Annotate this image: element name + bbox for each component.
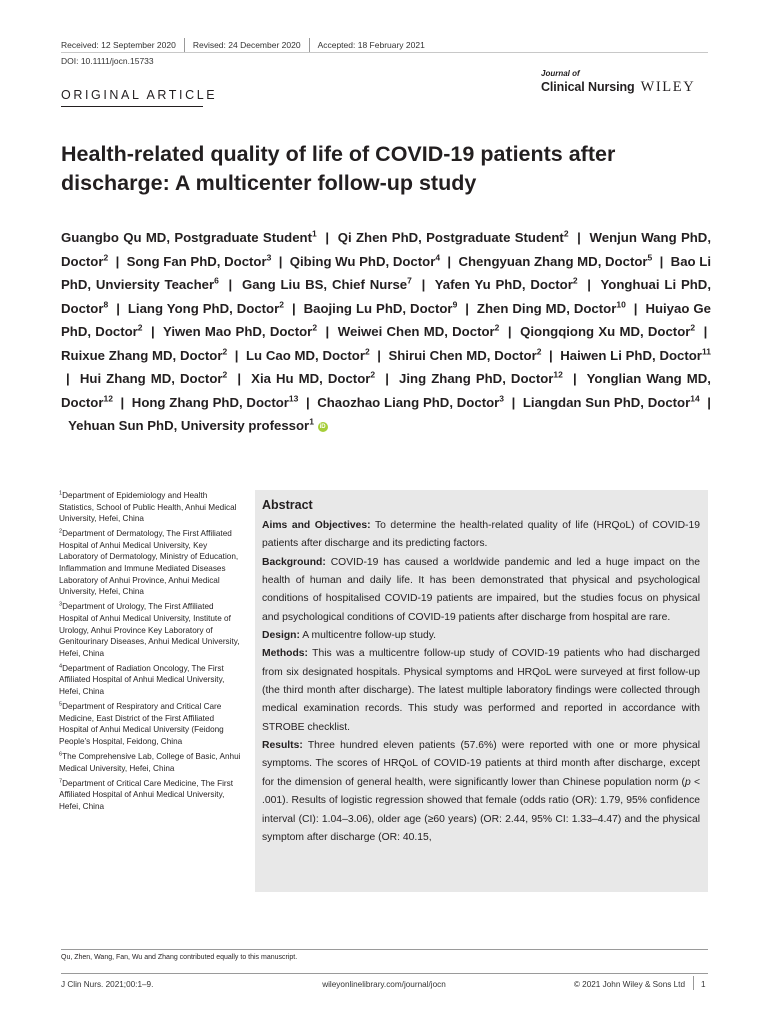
author-affiliation-marker: 9 <box>452 299 458 310</box>
affiliation-text: Department of Respiratory and Critical Care Medicine, East District of the First Affiliated Hospital of Anhui Medical University (Feidong People’s Hospital, Feidong, China <box>59 702 224 746</box>
author-affiliation-marker: 13 <box>288 393 299 404</box>
journal-citation: J Clin Nurs. 2021;00:1–9. <box>61 980 154 989</box>
author-affiliation-marker: 3 <box>499 393 505 404</box>
divider <box>184 38 185 52</box>
author-name: Gang Liu BS, Chief Nurse <box>241 277 408 292</box>
design-text: A multicentre follow-up study. <box>302 630 437 642</box>
methods-text: This was a multicentre follow-up study of COVID-19 patients who had discharged from six designated hospitals. Physical symptoms and HRQoL were surveyed at first follow-up (the third month after discharge). The latest multiple laboratory findings were collected through medical examination records. This study was performed and reported in accordance with STROBE checklist. <box>262 648 701 733</box>
affiliation-number: 3 <box>59 601 63 608</box>
author-name: Xia Hu MD, Doctor <box>251 371 371 386</box>
author-affiliation-marker: 7 <box>407 275 412 286</box>
author-affiliation-marker: 10 <box>616 299 626 310</box>
header-rule <box>61 52 708 53</box>
affiliation-text: Department of Dermatology, The First Affiliated Hospital of Anhui Medical University, Key Laboratory of Dermatology, Ministry of Education, Inflammation and Immune Mediated Diseases Laboratory of Anhui Province, Anhui Medical University, Hefei, China <box>59 529 239 597</box>
copyright: © 2021 John Wiley & Sons Ltd <box>573 980 685 989</box>
author-affiliation-marker: 12 <box>553 369 563 380</box>
author-affiliation-marker: 1 <box>312 228 317 239</box>
author-name: Huiyao Ge PhD, Doctor <box>61 300 711 339</box>
journal-logo-prefix: Journal of <box>541 69 580 78</box>
abstract-background <box>262 554 700 627</box>
results-text-2: < .001). Results of logistic regression showed that female (odds ratio (OR): 1.79, 95% confidence interval (CI): 1.04–3.06), older age (≥60 years) (OR: 2.44, 95% CI: 1.33–4.47) and the physical symptom after discharge (OR: 40.15, <box>262 776 700 843</box>
author-affiliation-marker: 6 <box>214 275 219 286</box>
affiliation-item <box>59 528 241 598</box>
author-name: Wenjun Wang PhD, Doctor <box>61 230 711 269</box>
accepted-date: Accepted: 18 February 2021 <box>317 40 425 50</box>
author-list: Guangbo Qu MD, Postgraduate Student$^1$ | Qi Zhen PhD, Postgraduate Student$^2$ | Wenjun Wang PhD, Doctor$^2$ | Song Fan PhD, Doctor$^3$ | Qibing Wu PhD, Doctor$^4$ | Chengyuan Zhang MD, Doctor$^5$ | Bao Li PhD, Unviersity Teacher$^6$ | Gang Liu BS, Chief Nurse$^7$ | Yafen Yu PhD, Doctor$^2$ | Yonghuai Li PhD, Doctor$^8$ | Liang Yong PhD, Doctor$^2$ | Baojing Lu PhD, Doctor$^9$ | Zhen Ding MD, Doctor$^{10}$ | Huiyao Ge PhD, Doctor$^2$ | Yiwen Mao PhD, Doctor$^2$ | Weiwei Chen MD, Doctor$^2$ | Qiongqiong Xu MD, Doctor$^2$ | Ruixue Zhang MD, Doctor$^2$ | Lu Cao MD, Doctor$^2$ | Shirui Chen MD, Doctor$^2$ | Haiwen Li PhD, Doctor$^{11}$ | Hui Zhang MD, Doctor$^2$ | Xia Hu MD, Doctor$^2$ | Jing Zhang PhD, Doctor$^{12}$ | Yonglian Wang MD, Doctor$^{12}$ | Hong Zhang PhD, Doctor$^{13}$ | Chaozhao Liang PhD, Doctor$^3$ | Liangdan Sun PhD, Doctor$^{14}$ | Yehuan Sun PhD, University professor$^1$ iD <box>61 228 711 433</box>
affiliation-number: 1 <box>59 490 63 497</box>
author-affiliation-marker: 2 <box>279 299 284 310</box>
affiliation-item <box>59 490 241 525</box>
footnote-rule <box>61 949 708 950</box>
author-name: Ruixue Zhang MD, Doctor <box>61 347 223 363</box>
author-affiliation-marker: 2 <box>137 322 143 333</box>
journal-logo-name: Clinical Nursing <box>541 80 635 94</box>
author-affiliation-marker: 2 <box>312 322 318 333</box>
page-number: 1 <box>701 980 706 989</box>
journal-logo <box>541 69 695 96</box>
section-label: ORIGINAL ARTICLE <box>61 88 218 102</box>
author-affiliation-marker: 2 <box>364 346 370 357</box>
affiliation-item <box>59 663 241 698</box>
footer-rule <box>61 973 708 974</box>
author-name: Liang Yong PhD, Doctor <box>127 300 280 316</box>
author-name: Baojing Lu PhD, Doctor <box>303 300 453 316</box>
abstract-heading: Abstract <box>262 498 313 512</box>
background-text: COVID-19 has caused a worldwide pandemic and led a huge impact on the health of human and daily life. It has been demonstrated that physical and psychological conditions of hospitalised COVID-19 patients are impaired, but the studies focus on physical and psychological conditions of COVID-19 patients after discharge from hospital are rare. <box>262 556 701 623</box>
author-affiliation-marker: 2 <box>690 322 696 333</box>
author-affiliation-marker: 2 <box>536 346 542 357</box>
author-name: Qibing Wu PhD, Doctor <box>289 253 436 269</box>
author-name: Zhen Ding MD, Doctor <box>476 300 617 316</box>
abstract-results <box>262 737 700 847</box>
affiliation-item <box>59 778 241 813</box>
orcid-icon[interactable]: iD <box>319 423 326 430</box>
affiliation-item <box>59 701 241 747</box>
affiliation-item <box>59 601 241 659</box>
author-affiliation-marker: 2 <box>103 252 109 263</box>
author-affiliation-marker: 2 <box>572 275 578 286</box>
author-affiliation-marker: 2 <box>222 346 228 357</box>
background-label: Background: <box>262 556 326 568</box>
affiliation-number: 5 <box>59 701 63 708</box>
author-name: Yonghuai Li PhD, Doctor <box>61 277 711 316</box>
author-name: Shirui Chen MD, Doctor <box>388 347 537 363</box>
publication-dates <box>61 38 425 52</box>
author-affiliation-marker: 8 <box>103 299 109 310</box>
affiliation-text: Department of Urology, The First Affiliated Hospital of Anhui Medical University, Institute of Urology, Anhui Province Key Laboratory of Genitourinary Diseases, Anhui Medical University, Hefei, China <box>59 602 240 658</box>
author-affiliation-marker: 3 <box>266 252 272 263</box>
author-affiliation-marker: 12 <box>103 393 113 404</box>
author-name: Yonglian Wang MD, Doctor <box>61 371 711 410</box>
author-affiliation-marker: 1 <box>309 416 314 427</box>
divider <box>693 976 694 990</box>
author-name: Song Fan PhD, Doctor <box>126 253 267 269</box>
author-name: Jing Zhang PhD, Doctor <box>399 371 554 386</box>
revised-date: Revised: 24 December 2020 <box>192 40 301 50</box>
publisher-logo: WILEY <box>640 79 696 95</box>
doi[interactable]: DOI: 10.1111/jocn.15733 <box>61 56 154 66</box>
divider <box>309 38 310 52</box>
author-affiliation-marker: 4 <box>435 252 441 263</box>
affiliation-text: Department of Critical Care Medicine, The First Affiliated Hospital of Anhui Medical University, Hefei, China <box>59 778 233 811</box>
affiliation-number: 7 <box>59 777 63 784</box>
author-name: Weiwei Chen MD, Doctor <box>337 324 495 339</box>
author-name: Guangbo Qu MD, Postgraduate Student <box>61 230 312 245</box>
abstract-box <box>255 490 708 892</box>
author-name: Yehuan Sun PhD, University professor <box>68 418 310 433</box>
journal-url[interactable]: wileyonlinelibrary.com/journal/jocn <box>322 980 446 989</box>
design-label: Design: <box>262 630 300 642</box>
affiliation-text: Department of Radiation Oncology, The First Affiliated Hospital of Anhui Medical University, Hefei, China <box>59 663 225 696</box>
author-name: Qiongqiong Xu MD, Doctor <box>520 324 691 339</box>
author-affiliation-marker: 2 <box>370 369 376 380</box>
results-p-symbol: p <box>684 776 691 788</box>
abstract-design <box>262 627 700 645</box>
author-name: Bao Li PhD, Unviersity Teacher <box>61 253 711 292</box>
author-name: Yafen Yu PhD, Doctor <box>434 277 573 292</box>
affiliations <box>59 490 241 816</box>
results-label: Results: <box>262 740 303 752</box>
abstract-methods <box>262 645 700 737</box>
section-underline <box>61 106 203 107</box>
author-name: Liangdan Sun PhD, Doctor <box>522 394 691 410</box>
author-name: Hui Zhang MD, Doctor <box>79 371 223 386</box>
affiliation-number: 6 <box>59 751 63 758</box>
author-affiliation-marker: 2 <box>222 369 228 380</box>
author-name: Qi Zhen PhD, Postgraduate Student <box>337 230 564 245</box>
author-name: Lu Cao MD, Doctor <box>245 347 365 363</box>
aims-text: To determine the health-related quality of life (HRQoL) of COVID-19 patients after discharge and its predicting factors. <box>262 520 700 550</box>
author-name: Haiwen Li PhD, Doctor <box>560 347 702 363</box>
abstract-aims <box>262 517 700 554</box>
author-name: Hong Zhang PhD, Doctor <box>131 394 289 410</box>
author-affiliation-marker: 11 <box>701 346 711 357</box>
author-name: Yiwen Mao PhD, Doctor <box>163 324 313 339</box>
affiliation-number: 2 <box>59 528 63 535</box>
received-date: Received: 12 September 2020 <box>61 40 176 50</box>
affiliation-number: 4 <box>59 663 63 670</box>
author-affiliation-marker: 2 <box>563 228 569 239</box>
results-text-1: Three hundred eleven patients (57.6%) were reported with one or more physical symptoms. The scores of HRQoL of COVID-19 patients at third month after discharge, except for the dimension of general health, were significantly lower than Chinese population norm ( <box>262 740 700 788</box>
author-affiliation-marker: 5 <box>647 252 653 263</box>
affiliation-text: Department of Epidemiology and Health Statistics, School of Public Health, Anhui Medical University, Hefei, China <box>59 491 237 524</box>
author-name: Chaozhao Liang PhD, Doctor <box>317 394 500 410</box>
contribution-footnote: Qu, Zhen, Wang, Fan, Wu and Zhang contributed equally to this manuscript. <box>61 954 298 961</box>
author-affiliation-marker: 2 <box>494 322 500 333</box>
author-name: Chengyuan Zhang MD, Doctor <box>458 253 648 269</box>
article-title: Health-related quality of life of COVID-19 patients after discharge: A multicenter follow-up study <box>61 142 616 195</box>
affiliation-item <box>59 751 241 774</box>
aims-label: Aims and Objectives: <box>262 520 371 531</box>
affiliation-text: The Comprehensive Lab, College of Basic, Anhui Medical University, Hefei, China <box>59 751 241 773</box>
methods-label: Methods: <box>262 648 308 660</box>
author-affiliation-marker: 14 <box>690 393 700 404</box>
